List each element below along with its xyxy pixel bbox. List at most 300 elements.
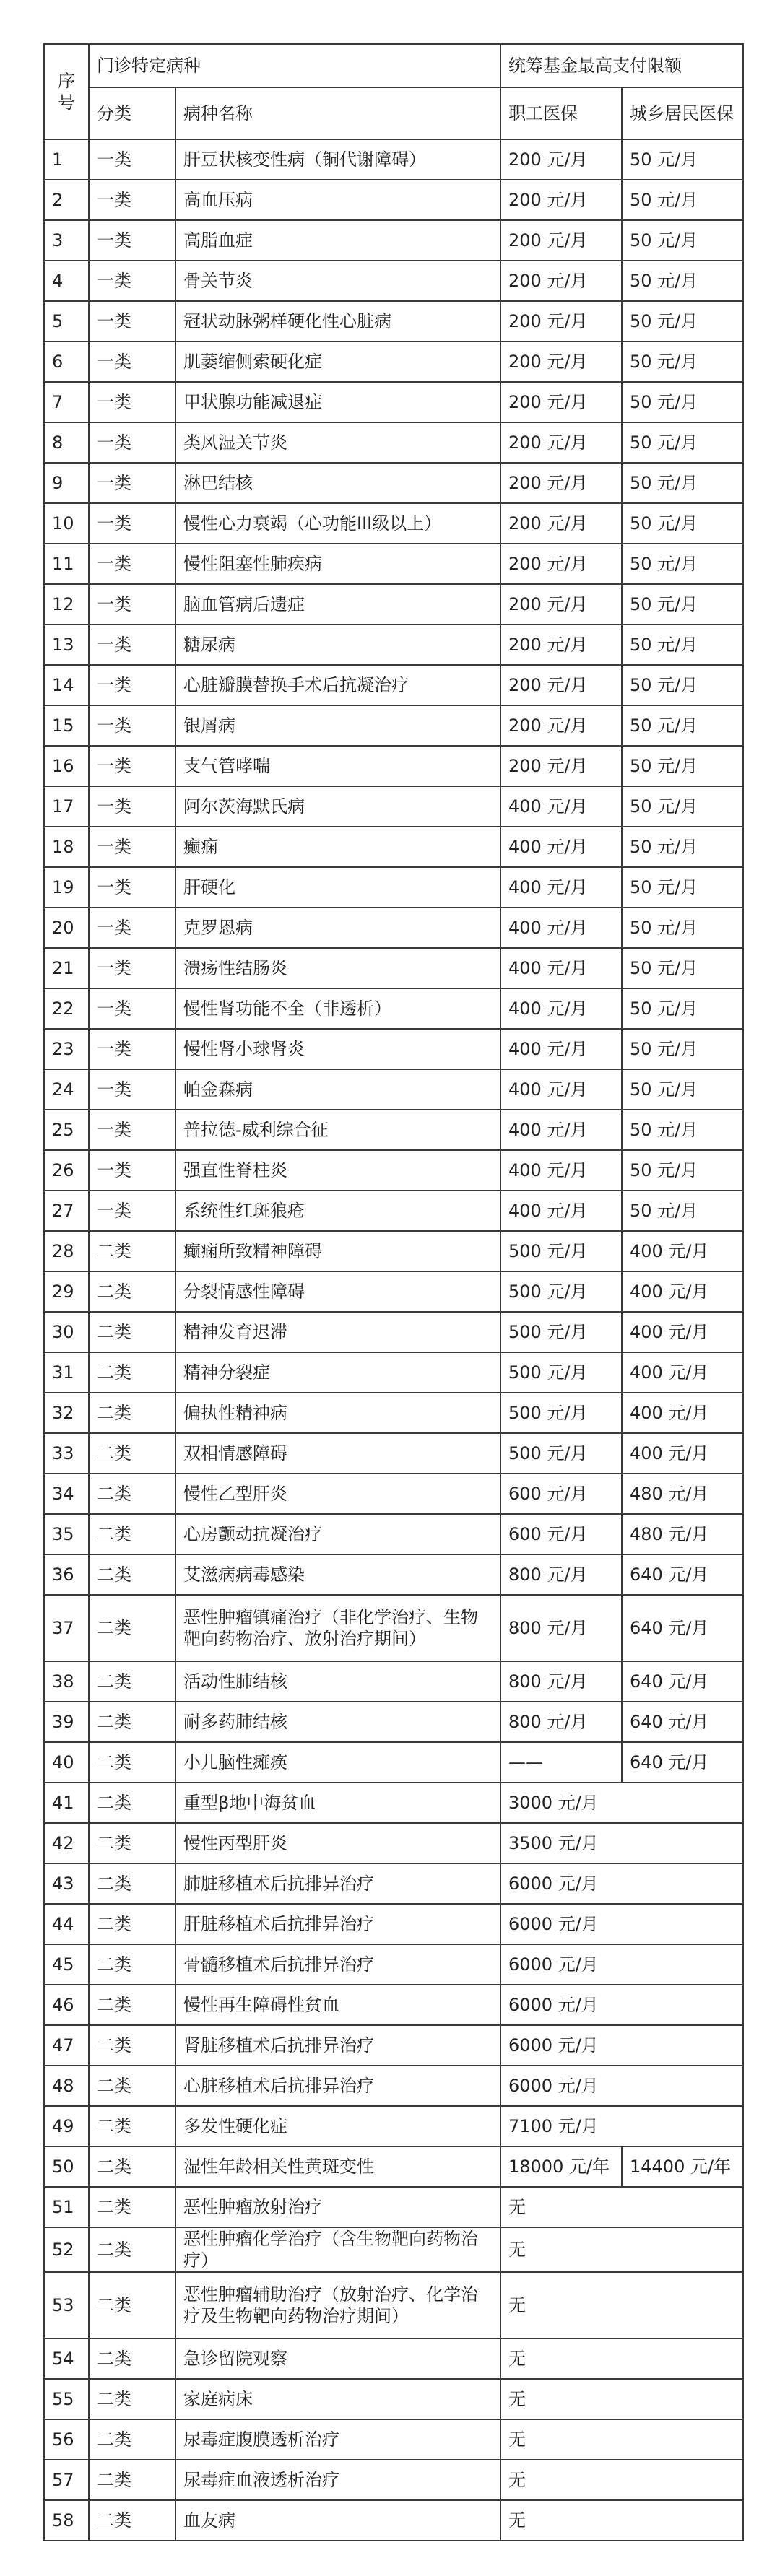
row-resident-limit: 50 元/月 [622, 665, 743, 705]
row-disease-name: 恶性肿瘤化学治疗（含生物靶向药物治疗） [176, 2227, 500, 2272]
row-resident-limit: 640 元/月 [622, 1661, 743, 1702]
row-disease-name: 小儿脑性瘫痪 [176, 1742, 500, 1783]
row-resident-limit: 50 元/月 [622, 261, 743, 301]
row-category: 一类 [89, 422, 176, 463]
row-employee-limit: 400 元/月 [500, 948, 622, 988]
row-number: 11 [44, 544, 89, 584]
row-number: 25 [44, 1110, 89, 1150]
table-row [44, 2500, 743, 2541]
row-employee-limit: 200 元/月 [500, 220, 622, 261]
table-row [44, 1554, 743, 1595]
row-number: 54 [44, 2338, 89, 2379]
row-category: 一类 [89, 1150, 176, 1191]
table-row [44, 463, 743, 503]
row-category: 二类 [89, 1985, 176, 2025]
row-employee-limit: 200 元/月 [500, 180, 622, 220]
table-row [44, 746, 743, 786]
table-row [44, 1312, 743, 1352]
row-employee-limit: 800 元/月 [500, 1554, 622, 1595]
row-disease-name: 慢性肾功能不全（非透析） [176, 988, 500, 1029]
row-category: 二类 [89, 1944, 176, 1985]
row-disease-name: 骨髓移植术后抗排异治疗 [176, 1944, 500, 1985]
row-number: 42 [44, 1823, 89, 1863]
row-employee-limit: 800 元/月 [500, 1702, 622, 1742]
row-number: 46 [44, 1985, 89, 2025]
row-resident-limit: 50 元/月 [622, 1191, 743, 1231]
row-category: 二类 [89, 1823, 176, 1863]
row-number: 27 [44, 1191, 89, 1231]
row-category: 二类 [89, 2460, 176, 2500]
row-category: 一类 [89, 503, 176, 544]
row-resident-limit: 50 元/月 [622, 948, 743, 988]
table-row [44, 341, 743, 382]
row-shared-limit: 6000 元/月 [500, 1863, 743, 1904]
row-resident-limit: 50 元/月 [622, 503, 743, 544]
row-number: 33 [44, 1433, 89, 1474]
row-category: 一类 [89, 180, 176, 220]
row-employee-limit: 500 元/月 [500, 1433, 622, 1474]
row-employee-limit: 200 元/月 [500, 544, 622, 584]
row-number: 43 [44, 1863, 89, 1904]
row-shared-limit: 6000 元/月 [500, 1904, 743, 1944]
table-row [44, 1150, 743, 1191]
row-category: 二类 [89, 2106, 176, 2146]
row-number: 41 [44, 1783, 89, 1823]
row-number: 2 [44, 180, 89, 220]
row-disease-name: 甲状腺功能减退症 [176, 382, 500, 422]
row-disease-name: 高血压病 [176, 180, 500, 220]
table-row [44, 2066, 743, 2106]
row-resident-limit: 50 元/月 [622, 1110, 743, 1150]
row-resident-limit: 50 元/月 [622, 544, 743, 584]
row-disease-name: 恶性肿瘤放射治疗 [176, 2187, 500, 2227]
row-disease-name: 慢性心力衰竭（心功能III级以上） [176, 503, 500, 544]
row-number: 55 [44, 2379, 89, 2419]
row-disease-name: 克罗恩病 [176, 908, 500, 948]
table-row [44, 1029, 743, 1069]
row-category: 一类 [89, 261, 176, 301]
row-number: 19 [44, 867, 89, 908]
row-number: 20 [44, 908, 89, 948]
row-employee-limit: 400 元/月 [500, 1069, 622, 1110]
row-category: 一类 [89, 1191, 176, 1231]
row-number: 22 [44, 988, 89, 1029]
row-number: 29 [44, 1271, 89, 1312]
row-resident-limit: 50 元/月 [622, 746, 743, 786]
row-shared-limit: 无 [500, 2338, 743, 2379]
row-number: 38 [44, 1661, 89, 1702]
row-resident-limit: 400 元/月 [622, 1312, 743, 1352]
row-category: 一类 [89, 625, 176, 665]
row-disease-name: 强直性脊柱炎 [176, 1150, 500, 1191]
row-number: 52 [44, 2227, 89, 2272]
row-shared-limit: 6000 元/月 [500, 2025, 743, 2066]
row-number: 37 [44, 1595, 89, 1661]
row-number: 39 [44, 1702, 89, 1742]
row-employee-limit: 400 元/月 [500, 1110, 622, 1150]
row-number: 16 [44, 746, 89, 786]
table-row [44, 1514, 743, 1554]
row-resident-limit: 480 元/月 [622, 1514, 743, 1554]
row-number: 17 [44, 786, 89, 827]
header-resident: 城乡居民医保 [622, 87, 743, 139]
row-employee-limit: 200 元/月 [500, 422, 622, 463]
table-row [44, 1742, 743, 1783]
row-disease-name: 阿尔茨海默氏病 [176, 786, 500, 827]
row-category: 一类 [89, 220, 176, 261]
row-employee-limit: 200 元/月 [500, 139, 622, 180]
row-resident-limit: 50 元/月 [622, 341, 743, 382]
header-fund-group: 统筹基金最高支付限额 [500, 44, 743, 87]
table-row [44, 1944, 743, 1985]
row-employee-limit: 400 元/月 [500, 827, 622, 867]
row-disease-name: 系统性红斑狼疮 [176, 1191, 500, 1231]
row-number: 26 [44, 1150, 89, 1191]
row-category: 一类 [89, 988, 176, 1029]
row-number: 58 [44, 2500, 89, 2541]
table-row [44, 867, 743, 908]
row-category: 二类 [89, 1661, 176, 1702]
row-number: 44 [44, 1904, 89, 1944]
row-employee-limit: 800 元/月 [500, 1661, 622, 1702]
row-resident-limit: 480 元/月 [622, 1474, 743, 1514]
row-shared-limit: 6000 元/月 [500, 1985, 743, 2025]
row-disease-name: 高脂血症 [176, 220, 500, 261]
row-category: 二类 [89, 1393, 176, 1433]
row-number: 49 [44, 2106, 89, 2146]
table-row [44, 2106, 743, 2146]
row-category: 一类 [89, 867, 176, 908]
row-disease-name: 恶性肿瘤镇痛治疗（非化学治疗、生物靶向药物治疗、放射治疗期间） [176, 1595, 500, 1661]
row-disease-name: 双相情感障碍 [176, 1433, 500, 1474]
row-number: 31 [44, 1352, 89, 1393]
row-disease-name: 慢性丙型肝炎 [176, 1823, 500, 1863]
row-disease-name: 骨关节炎 [176, 261, 500, 301]
row-number: 35 [44, 1514, 89, 1554]
row-disease-name: 耐多药肺结核 [176, 1702, 500, 1742]
table-row [44, 2272, 743, 2338]
row-employee-limit: 800 元/月 [500, 1595, 622, 1661]
row-shared-limit: 无 [500, 2227, 743, 2272]
row-number: 36 [44, 1554, 89, 1595]
table-row [44, 2227, 743, 2272]
row-number: 47 [44, 2025, 89, 2066]
row-shared-limit: 无 [500, 2419, 743, 2460]
row-resident-limit: 50 元/月 [622, 867, 743, 908]
row-number: 4 [44, 261, 89, 301]
row-number: 53 [44, 2272, 89, 2338]
row-employee-limit: 200 元/月 [500, 746, 622, 786]
row-disease-name: 肝脏移植术后抗排异治疗 [176, 1904, 500, 1944]
table-row [44, 1069, 743, 1110]
row-disease-name: 分裂情感性障碍 [176, 1271, 500, 1312]
row-disease-name: 银屑病 [176, 705, 500, 746]
row-disease-name: 血友病 [176, 2500, 500, 2541]
row-disease-name: 肝硬化 [176, 867, 500, 908]
row-number: 6 [44, 341, 89, 382]
row-disease-name: 脑血管病后遗症 [176, 584, 500, 625]
table-row [44, 261, 743, 301]
row-number: 48 [44, 2066, 89, 2106]
row-disease-name: 精神分裂症 [176, 1352, 500, 1393]
row-category: 二类 [89, 1514, 176, 1554]
row-disease-name: 家庭病床 [176, 2379, 500, 2419]
row-employee-limit: 200 元/月 [500, 705, 622, 746]
row-disease-name: 癫痫 [176, 827, 500, 867]
row-employee-limit: 400 元/月 [500, 786, 622, 827]
row-category: 一类 [89, 301, 176, 341]
row-employee-limit: 200 元/月 [500, 463, 622, 503]
row-category: 二类 [89, 2272, 176, 2338]
row-disease-name: 精神发育迟滞 [176, 1312, 500, 1352]
table-row [44, 1474, 743, 1514]
row-category: 一类 [89, 544, 176, 584]
row-shared-limit: 3000 元/月 [500, 1783, 743, 1823]
table-row [44, 584, 743, 625]
row-disease-name: 糖尿病 [176, 625, 500, 665]
row-disease-name: 癫痫所致精神障碍 [176, 1231, 500, 1271]
row-employee-limit: 200 元/月 [500, 341, 622, 382]
row-category: 一类 [89, 1069, 176, 1110]
table-row [44, 503, 743, 544]
table-row [44, 1661, 743, 1702]
row-category: 二类 [89, 1863, 176, 1904]
row-resident-limit: 50 元/月 [622, 827, 743, 867]
row-shared-limit: 无 [500, 2379, 743, 2419]
row-resident-limit: 400 元/月 [622, 1433, 743, 1474]
row-category: 一类 [89, 341, 176, 382]
table-row [44, 665, 743, 705]
row-resident-limit: 400 元/月 [622, 1231, 743, 1271]
row-disease-name: 慢性再生障碍性贫血 [176, 1985, 500, 2025]
row-disease-name: 帕金森病 [176, 1069, 500, 1110]
row-category: 二类 [89, 1474, 176, 1514]
row-number: 9 [44, 463, 89, 503]
table-row [44, 1863, 743, 1904]
row-resident-limit: 50 元/月 [622, 1069, 743, 1110]
row-resident-limit: 640 元/月 [622, 1595, 743, 1661]
row-disease-name: 多发性硬化症 [176, 2106, 500, 2146]
row-employee-limit: 200 元/月 [500, 665, 622, 705]
row-number: 15 [44, 705, 89, 746]
row-resident-limit: 50 元/月 [622, 584, 743, 625]
row-category: 二类 [89, 2187, 176, 2227]
row-resident-limit: 640 元/月 [622, 1702, 743, 1742]
table-row [44, 422, 743, 463]
row-disease-name: 艾滋病病毒感染 [176, 1554, 500, 1595]
row-resident-limit: 50 元/月 [622, 625, 743, 665]
row-category: 二类 [89, 2419, 176, 2460]
row-category: 一类 [89, 746, 176, 786]
row-resident-limit: 50 元/月 [622, 180, 743, 220]
row-resident-limit: 640 元/月 [622, 1742, 743, 1783]
row-resident-limit: 14400 元/年 [622, 2146, 743, 2187]
row-number: 7 [44, 382, 89, 422]
row-employee-limit: 600 元/月 [500, 1474, 622, 1514]
row-category: 二类 [89, 1231, 176, 1271]
row-number: 8 [44, 422, 89, 463]
row-category: 一类 [89, 139, 176, 180]
table-row [44, 2146, 743, 2187]
row-employee-limit: 500 元/月 [500, 1312, 622, 1352]
row-employee-limit: 400 元/月 [500, 988, 622, 1029]
table-row [44, 786, 743, 827]
row-number: 45 [44, 1944, 89, 1985]
row-resident-limit: 50 元/月 [622, 139, 743, 180]
row-resident-limit: 400 元/月 [622, 1393, 743, 1433]
row-category: 一类 [89, 1110, 176, 1150]
row-resident-limit: 50 元/月 [622, 382, 743, 422]
header-seq: 序号 [44, 44, 89, 139]
table-row [44, 220, 743, 261]
row-shared-limit: 7100 元/月 [500, 2106, 743, 2146]
table-row [44, 2025, 743, 2066]
row-disease-name: 重型β地中海贫血 [176, 1783, 500, 1823]
row-employee-limit: 500 元/月 [500, 1393, 622, 1433]
row-category: 一类 [89, 584, 176, 625]
row-disease-name: 淋巴结核 [176, 463, 500, 503]
row-resident-limit: 50 元/月 [622, 786, 743, 827]
row-number: 24 [44, 1069, 89, 1110]
row-employee-limit: 200 元/月 [500, 301, 622, 341]
table-row [44, 1823, 743, 1863]
row-employee-limit: 200 元/月 [500, 503, 622, 544]
row-category: 二类 [89, 2025, 176, 2066]
table-row [44, 1393, 743, 1433]
table-row [44, 2338, 743, 2379]
row-category: 二类 [89, 2066, 176, 2106]
table-row [44, 139, 743, 180]
payment-limits-table [43, 43, 744, 2541]
row-shared-limit: 无 [500, 2272, 743, 2338]
row-category: 二类 [89, 1312, 176, 1352]
header-employee: 职工医保 [500, 87, 622, 139]
table-row [44, 705, 743, 746]
row-category: 二类 [89, 1554, 176, 1595]
row-category: 二类 [89, 1742, 176, 1783]
table-row [44, 1191, 743, 1231]
row-number: 40 [44, 1742, 89, 1783]
row-resident-limit: 50 元/月 [622, 220, 743, 261]
table-row [44, 1985, 743, 2025]
table-row [44, 180, 743, 220]
row-resident-limit: 50 元/月 [622, 1150, 743, 1191]
header-row-top [44, 44, 743, 87]
row-category: 二类 [89, 1595, 176, 1661]
row-category: 一类 [89, 948, 176, 988]
row-category: 二类 [89, 2500, 176, 2541]
row-employee-limit: 18000 元/年 [500, 2146, 622, 2187]
table-row [44, 1904, 743, 1944]
row-employee-limit: 500 元/月 [500, 1231, 622, 1271]
row-category: 一类 [89, 908, 176, 948]
table-row [44, 827, 743, 867]
row-category: 二类 [89, 2379, 176, 2419]
table-row [44, 2379, 743, 2419]
row-category: 二类 [89, 1271, 176, 1312]
row-shared-limit: 无 [500, 2500, 743, 2541]
table-row [44, 1352, 743, 1393]
row-shared-limit: 6000 元/月 [500, 1944, 743, 1985]
row-disease-name: 心脏移植术后抗排异治疗 [176, 2066, 500, 2106]
row-disease-name: 活动性肺结核 [176, 1661, 500, 1702]
row-resident-limit: 50 元/月 [622, 908, 743, 948]
row-disease-name: 慢性肾小球肾炎 [176, 1029, 500, 1069]
table-row [44, 2187, 743, 2227]
table-row [44, 1702, 743, 1742]
row-disease-name: 肾脏移植术后抗排异治疗 [176, 2025, 500, 2066]
row-number: 18 [44, 827, 89, 867]
row-number: 30 [44, 1312, 89, 1352]
row-number: 23 [44, 1029, 89, 1069]
row-resident-limit: 50 元/月 [622, 705, 743, 746]
header-disease-name: 病种名称 [176, 87, 500, 139]
row-category: 二类 [89, 1433, 176, 1474]
row-employee-limit: 600 元/月 [500, 1514, 622, 1554]
row-resident-limit: 50 元/月 [622, 301, 743, 341]
table-row [44, 382, 743, 422]
row-category: 二类 [89, 1702, 176, 1742]
row-employee-limit: 400 元/月 [500, 1191, 622, 1231]
row-employee-limit: 200 元/月 [500, 584, 622, 625]
table-row [44, 1110, 743, 1150]
table-row [44, 625, 743, 665]
row-employee-limit: 400 元/月 [500, 1150, 622, 1191]
table-row [44, 1433, 743, 1474]
row-number: 3 [44, 220, 89, 261]
row-disease-name: 普拉德-威利综合征 [176, 1110, 500, 1150]
row-number: 1 [44, 139, 89, 180]
row-category: 二类 [89, 1904, 176, 1944]
row-number: 28 [44, 1231, 89, 1271]
row-number: 14 [44, 665, 89, 705]
table-row [44, 2419, 743, 2460]
row-employee-limit: 200 元/月 [500, 261, 622, 301]
table-row [44, 301, 743, 341]
row-disease-name: 慢性乙型肝炎 [176, 1474, 500, 1514]
table-row [44, 544, 743, 584]
row-category: 二类 [89, 1352, 176, 1393]
row-employee-limit: 200 元/月 [500, 382, 622, 422]
row-category: 一类 [89, 705, 176, 746]
row-shared-limit: 3500 元/月 [500, 1823, 743, 1863]
row-category: 一类 [89, 827, 176, 867]
row-disease-name: 肺脏移植术后抗排异治疗 [176, 1863, 500, 1904]
row-number: 32 [44, 1393, 89, 1433]
row-resident-limit: 50 元/月 [622, 988, 743, 1029]
row-resident-limit: 50 元/月 [622, 1029, 743, 1069]
row-category: 二类 [89, 2338, 176, 2379]
row-number: 21 [44, 948, 89, 988]
table-row [44, 2460, 743, 2500]
row-employee-limit: 500 元/月 [500, 1352, 622, 1393]
row-category: 一类 [89, 665, 176, 705]
row-employee-limit: 400 元/月 [500, 867, 622, 908]
row-disease-name: 肝豆状核变性病（铜代谢障碍） [176, 139, 500, 180]
row-employee-limit: 400 元/月 [500, 1029, 622, 1069]
row-disease-name: 心脏瓣膜替换手术后抗凝治疗 [176, 665, 500, 705]
row-category: 二类 [89, 2227, 176, 2272]
row-disease-name: 湿性年龄相关性黄斑变性 [176, 2146, 500, 2187]
row-number: 13 [44, 625, 89, 665]
table-row [44, 948, 743, 988]
row-disease-name: 偏执性精神病 [176, 1393, 500, 1433]
row-disease-name: 慢性阻塞性肺疾病 [176, 544, 500, 584]
row-category: 一类 [89, 382, 176, 422]
table-row [44, 908, 743, 948]
row-shared-limit: 无 [500, 2460, 743, 2500]
row-resident-limit: 640 元/月 [622, 1554, 743, 1595]
